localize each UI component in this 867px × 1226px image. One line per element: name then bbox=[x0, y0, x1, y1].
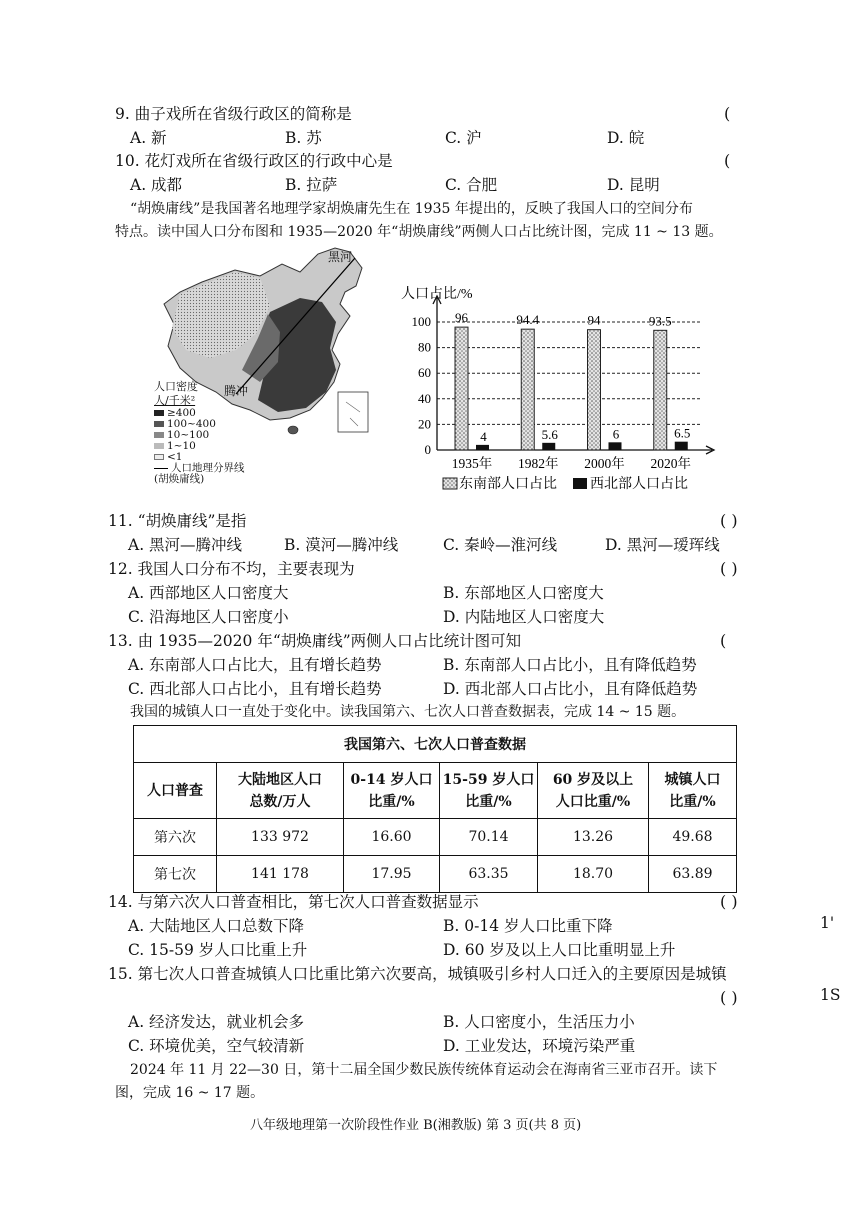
legend-unit: 人/千米² bbox=[154, 394, 196, 407]
intro1-line2: 特点。读中国人口分布图和 1935—2020 年“胡焕庸线”两侧人口占比统计图，完成 11 ~ 13 题。 bbox=[115, 224, 723, 240]
q11-answer-paren: ( ) bbox=[720, 511, 738, 530]
table-row bbox=[134, 819, 737, 856]
x-tick-label: 1982年 bbox=[518, 456, 559, 471]
q11-option-c: C. 秦岭—淮河线 bbox=[443, 536, 558, 554]
x-tick-label: 1935年 bbox=[451, 456, 493, 471]
q14-option-c: C. 15-59 岁人口比重上升 bbox=[128, 941, 308, 959]
hainan-island bbox=[288, 426, 298, 434]
legend-item-line2: (胡焕庸线) bbox=[154, 473, 205, 485]
y-tick-label: 60 bbox=[418, 365, 431, 381]
q11-option-d: D. 黑河—瑷珲线 bbox=[605, 536, 720, 554]
intro1-line1: “胡焕庸线”是我国著名地理学家胡焕庸先生在 1935 年提出的，反映了我国人口的空间分布 bbox=[130, 201, 693, 217]
table-caption-row bbox=[134, 726, 737, 763]
q12-option-d: D. 内陆地区人口密度大 bbox=[443, 608, 605, 626]
data-label-southeast: 94.4 bbox=[516, 312, 540, 328]
y-tick-label: 80 bbox=[418, 339, 431, 355]
q10-option-a: A. 成都 bbox=[130, 176, 183, 194]
q13-option-d: D. 西北部人口占比小，且有降低趋势 bbox=[443, 680, 698, 698]
legend-item-3: 10~100 bbox=[154, 430, 245, 441]
legend-swatch-1 bbox=[154, 410, 164, 416]
table-header-row bbox=[134, 763, 737, 819]
q13-option-b: B. 东南部人口占比小，且有降低趋势 bbox=[443, 656, 697, 674]
legend-label-southeast: 东南部人口占比 bbox=[459, 477, 557, 492]
q12-option-b: B. 东部地区人口密度大 bbox=[443, 584, 604, 602]
legend-swatch-northwest bbox=[573, 478, 587, 489]
q14-stem: 14. 与第六次人口普查相比，第七次人口普查数据显示 bbox=[108, 893, 479, 911]
data-label-southeast: 94 bbox=[587, 312, 601, 328]
south-sea-inset bbox=[338, 392, 368, 432]
label-tengchong: 腾冲 bbox=[224, 384, 249, 398]
table-cell: 18.70 bbox=[538, 856, 649, 893]
q13-stem: 13. 由 1935—2020 年“胡焕庸线”两侧人口占比统计图可知 bbox=[108, 632, 522, 650]
bar-northwest bbox=[675, 442, 688, 450]
intro3-line1: 2024 年 11 月 22—30 日，第十二届全国少数民族传统体育运动会在海南省三亚市召开。读下 bbox=[130, 1062, 718, 1078]
table-cell: 63.89 bbox=[649, 856, 737, 893]
legend-item-4: 1~10 bbox=[154, 441, 245, 452]
intro3-line2: 图，完成 16 ~ 17 题。 bbox=[115, 1085, 265, 1101]
table-cell: 第七次 bbox=[134, 856, 217, 893]
q9-option-a: A. 新 bbox=[130, 129, 167, 147]
q9-answer-paren: ( bbox=[724, 104, 731, 123]
margin-mark-1: 1' bbox=[820, 914, 835, 932]
legend-title: 人口密度 bbox=[154, 380, 198, 393]
bar-northwest bbox=[542, 443, 555, 450]
legend-item-line: 人口地理分界线 bbox=[154, 463, 245, 474]
data-label-southeast: 96 bbox=[455, 310, 468, 326]
legend-swatch-southeast bbox=[443, 478, 457, 489]
legend-swatch-3 bbox=[154, 432, 164, 438]
page-footer: 八年级地理第一次阶段性作业 B(湘教版) 第 3 页(共 8 页) bbox=[250, 1118, 582, 1133]
q14-option-d: D. 60 岁及以上人口比重明显上升 bbox=[443, 941, 676, 959]
bar-northwest bbox=[476, 445, 489, 450]
y-tick-label: 20 bbox=[418, 416, 431, 432]
table-cell: 63.35 bbox=[440, 856, 538, 893]
bar-southeast bbox=[654, 330, 667, 450]
chart-svg bbox=[395, 280, 725, 505]
q14-option-a: A. 大陆地区人口总数下降 bbox=[128, 917, 305, 935]
table-header-total: 大陆地区人口 总数/万人 bbox=[217, 763, 344, 819]
q10-answer-paren: ( bbox=[724, 151, 731, 170]
q15-option-d: D. 工业发达，环境污染严重 bbox=[443, 1037, 636, 1055]
q12-option-c: C. 沿海地区人口密度小 bbox=[128, 608, 289, 626]
census-table bbox=[133, 725, 737, 893]
legend-item-1: ≥400 bbox=[154, 408, 245, 419]
q10-stem: 10. 花灯戏所在省级行政区的行政中心是 bbox=[115, 152, 393, 170]
q11-option-b: B. 漠河—腾冲线 bbox=[284, 536, 399, 554]
data-label-northwest: 4 bbox=[480, 428, 487, 444]
bar-southeast bbox=[455, 327, 468, 450]
bar-northwest bbox=[609, 442, 622, 450]
legend-swatch-2 bbox=[154, 421, 164, 427]
table-header-60plus: 60 岁及以上 人口比重/% bbox=[538, 763, 649, 819]
q15-option-b: B. 人口密度小，生活压力小 bbox=[443, 1013, 635, 1031]
table-row bbox=[134, 856, 737, 893]
legend-items bbox=[154, 408, 245, 485]
q12-answer-paren: ( ) bbox=[720, 559, 738, 578]
q10-option-d: D. 昆明 bbox=[607, 176, 660, 194]
legend-item-5: <1 bbox=[154, 452, 245, 463]
margin-mark-2: 1S bbox=[820, 986, 841, 1004]
table-cell: 70.14 bbox=[440, 819, 538, 856]
y-tick-label: 100 bbox=[411, 314, 431, 329]
q10-option-b: B. 拉萨 bbox=[285, 176, 338, 194]
q15-stem: 15. 第七次人口普查城镇人口比重比第六次要高，城镇吸引乡村人口迁入的主要原因是城镇 bbox=[108, 965, 727, 983]
q9-stem: 9. 曲子戏所在省级行政区的简称是 bbox=[115, 105, 352, 123]
q15-option-c: C. 环境优美，空气较清新 bbox=[128, 1037, 305, 1055]
table-cell: 17.95 bbox=[344, 856, 440, 893]
q9-option-b: B. 苏 bbox=[285, 129, 322, 147]
data-label-northwest: 6.5 bbox=[674, 425, 691, 441]
q11-option-a: A. 黑河—腾冲线 bbox=[128, 536, 243, 554]
table-header-0-14: 0-14 岁人口 比重/% bbox=[344, 763, 440, 819]
legend-line-swatch bbox=[154, 468, 168, 469]
table-caption: 我国第六、七次人口普查数据 bbox=[134, 726, 737, 763]
china-population-map bbox=[150, 242, 390, 492]
label-heihe: 黑河 bbox=[328, 250, 353, 264]
population-share-chart bbox=[395, 280, 725, 505]
q14-answer-paren: ( ) bbox=[720, 892, 738, 911]
y-tick-label: 0 bbox=[424, 442, 431, 457]
y-axis-label: 人口占比/% bbox=[401, 287, 473, 302]
bar-southeast bbox=[588, 330, 601, 450]
legend-swatch-4 bbox=[154, 443, 164, 449]
q9-option-c: C. 沪 bbox=[445, 129, 482, 147]
data-label-southeast: 93.5 bbox=[648, 313, 672, 329]
legend-item-2: 100~400 bbox=[154, 419, 245, 430]
table-header-urban: 城镇人口 比重/% bbox=[649, 763, 737, 819]
q15-answer-paren: ( ) bbox=[720, 988, 738, 1007]
q14-option-b: B. 0-14 岁人口比重下降 bbox=[443, 917, 613, 935]
q13-option-a: A. 东南部人口占比大，且有增长趋势 bbox=[128, 656, 382, 674]
q11-stem: 11. “胡焕庸线”是指 bbox=[108, 512, 247, 530]
table-cell: 第六次 bbox=[134, 819, 217, 856]
q15-option-a: A. 经济发达，就业机会多 bbox=[128, 1013, 305, 1031]
table-header-census: 人口普查 bbox=[134, 763, 217, 819]
intro2: 我国的城镇人口一直处于变化中。读我国第六、七次人口普查数据表，完成 14 ~ 15 题。 bbox=[130, 704, 686, 720]
q9-option-d: D. 皖 bbox=[607, 129, 645, 147]
data-label-northwest: 5.6 bbox=[541, 426, 558, 442]
table-cell: 49.68 bbox=[649, 819, 737, 856]
q10-option-c: C. 合肥 bbox=[445, 176, 498, 194]
data-label-northwest: 6 bbox=[612, 426, 620, 442]
q12-option-a: A. 西部地区人口密度大 bbox=[128, 584, 289, 602]
table-header-15-59: 15-59 岁人口 比重/% bbox=[440, 763, 538, 819]
q13-answer-paren: ( bbox=[720, 631, 727, 650]
x-tick-label: 2020年 bbox=[650, 456, 691, 471]
table-cell: 141 178 bbox=[217, 856, 344, 893]
table-cell: 13.26 bbox=[538, 819, 649, 856]
table-cell: 133 972 bbox=[217, 819, 344, 856]
q12-stem: 12. 我国人口分布不均，主要表现为 bbox=[108, 560, 355, 578]
bar-southeast bbox=[521, 329, 534, 450]
legend-swatch-5 bbox=[154, 454, 164, 460]
y-tick-label: 40 bbox=[418, 390, 431, 406]
q13-option-c: C. 西北部人口占比小，且有增长趋势 bbox=[128, 680, 382, 698]
table-cell: 16.60 bbox=[344, 819, 440, 856]
legend-label-northwest: 西北部人口占比 bbox=[590, 477, 688, 492]
x-tick-label: 2000年 bbox=[584, 456, 625, 471]
